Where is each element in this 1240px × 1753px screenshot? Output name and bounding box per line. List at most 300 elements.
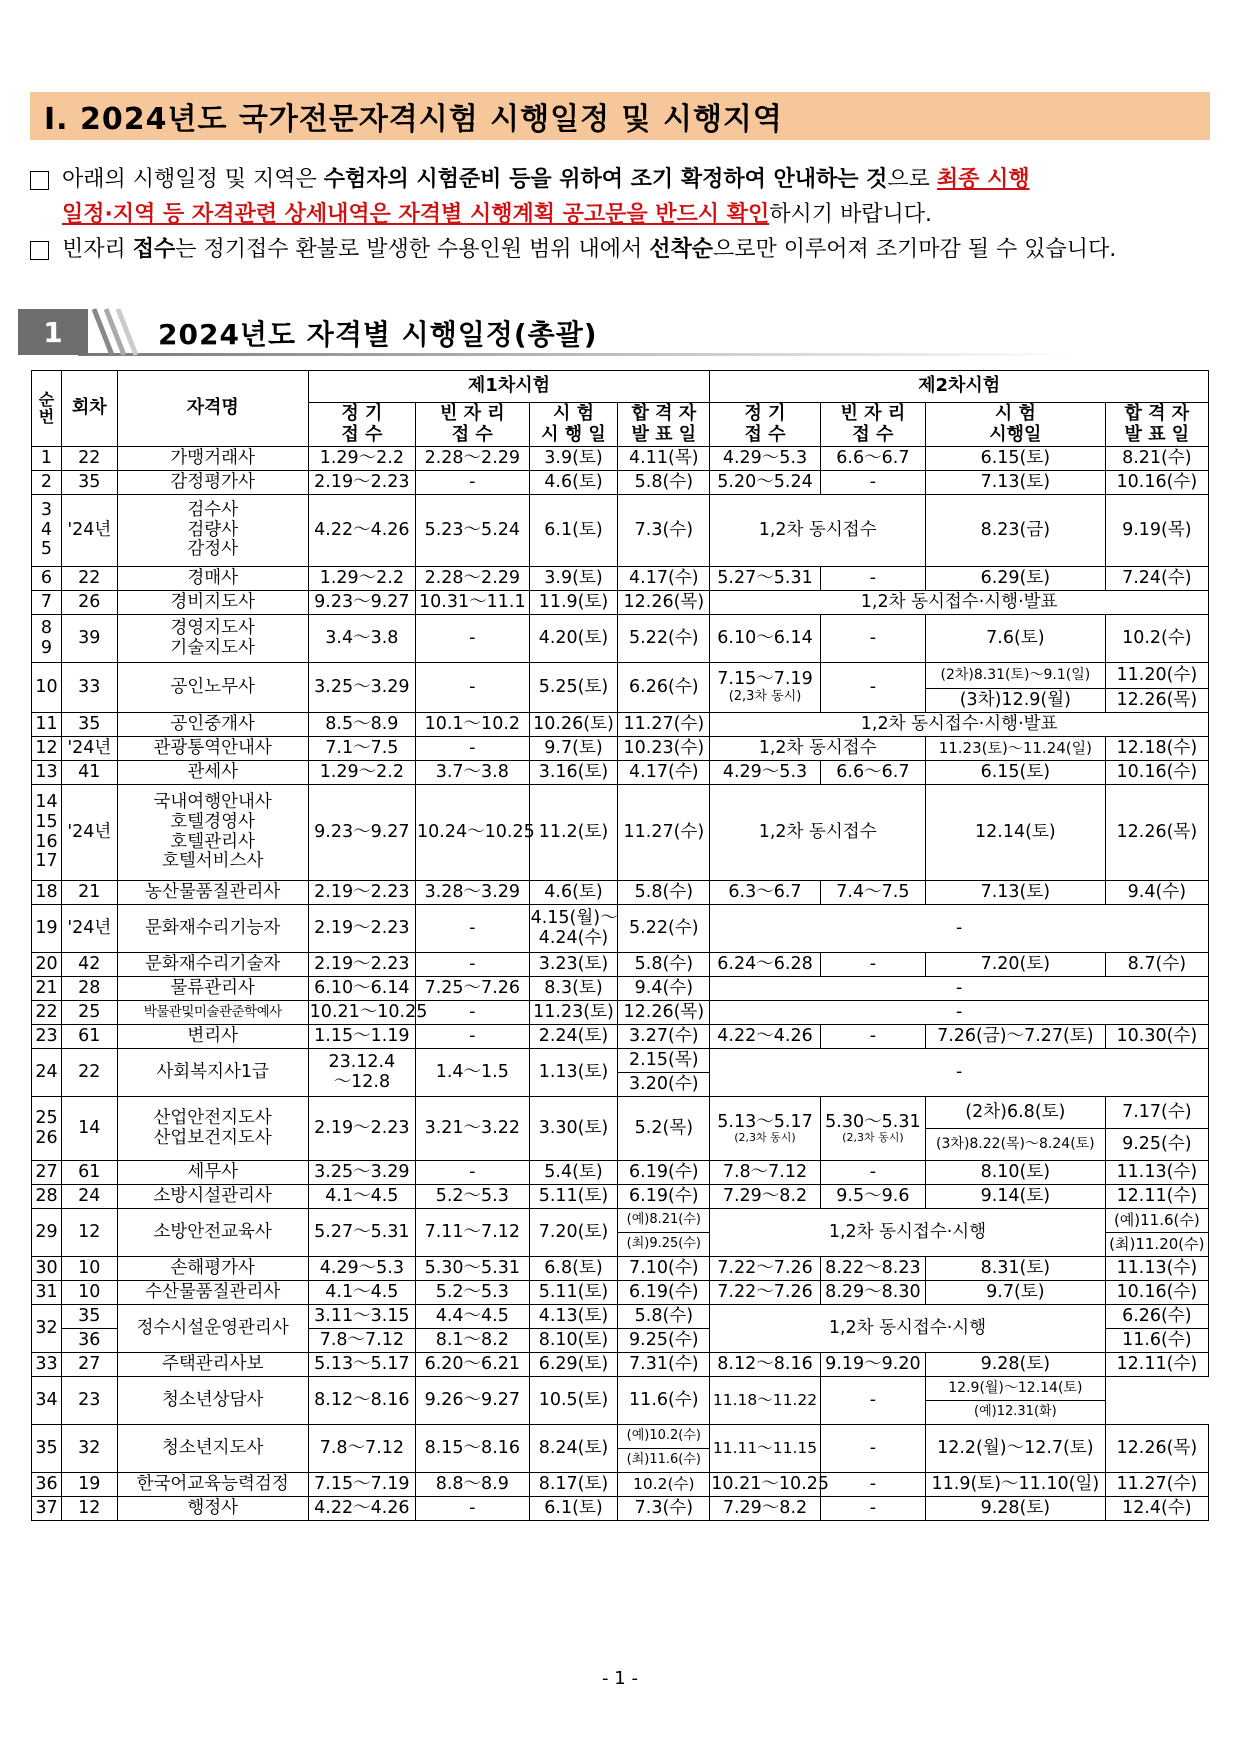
table-cell: 9.19～9.20 [820, 1353, 925, 1377]
table-cell: 6.26(수) [1105, 1305, 1208, 1329]
table-cell: 12.18(수) [1105, 737, 1208, 761]
table-cell: 22 [32, 1001, 62, 1025]
table-cell: 6.10～6.14 [710, 615, 820, 663]
header-regular-reg: 정 기 접 수 [308, 403, 415, 447]
table-cell: '24년 [61, 905, 117, 953]
table-cell: - [820, 1425, 925, 1473]
table-cell: 3.4～3.8 [308, 615, 415, 663]
table-cell: - [416, 1025, 530, 1049]
table-cell: 33 [32, 1353, 62, 1377]
table-cell: 8.29～8.30 [820, 1281, 925, 1305]
table-cell: 9.7(토) [926, 1281, 1106, 1305]
table-cell: 61 [61, 1025, 117, 1049]
table-cell: 5.8(수) [618, 471, 710, 495]
notice-item-2 [30, 232, 1220, 267]
table-cell: 3.16(토) [529, 761, 618, 785]
table-cell: 10 [32, 663, 62, 713]
table-cell: 8.3(토) [529, 977, 618, 1001]
table-cell: 32 [32, 1305, 62, 1353]
table-cell: 9.19(목) [1105, 495, 1208, 567]
table-cell: 34 [32, 1377, 62, 1425]
table-cell: - [820, 471, 925, 495]
table-cell: (2차)6.8(토) [926, 1097, 1106, 1129]
table-cell: 2 [32, 471, 62, 495]
table-cell: 12.26(목) [618, 591, 710, 615]
table-cell: 11.2(토) [529, 785, 618, 881]
table-cell: (2차)8.31(토)～9.1(일) [926, 663, 1106, 689]
table-cell: 8.31(토) [926, 1257, 1106, 1281]
qualification-name: 소방안전교육사 [117, 1209, 308, 1257]
table-cell: 4.13(토) [529, 1305, 618, 1329]
table-row [32, 495, 1209, 567]
qualification-name: 농산물품질관리사 [117, 881, 308, 905]
table-cell: 3.20(수) [618, 1073, 710, 1097]
table-cell: - [710, 1001, 1209, 1025]
table-cell: 8.21(수) [1105, 447, 1208, 471]
section-number: 1 [18, 309, 88, 355]
table-cell: 27 [32, 1161, 62, 1185]
table-cell: '24년 [61, 737, 117, 761]
header-second-exam: 제2차시험 [710, 371, 1209, 403]
table-cell: 4.6(토) [529, 881, 618, 905]
table-cell: 6.24～6.28 [710, 953, 820, 977]
table-cell: 5.20～5.24 [710, 471, 820, 495]
table-cell: 8.12～8.16 [308, 1377, 415, 1425]
table-cell: 7.1～7.5 [308, 737, 415, 761]
table-cell: 3.28～3.29 [416, 881, 530, 905]
checkbox-square-icon [30, 171, 49, 190]
qualification-name: 가맹거래사 [117, 447, 308, 471]
table-cell: 39 [61, 615, 117, 663]
table-cell: 27 [61, 1353, 117, 1377]
table-cell: 2.19～2.23 [308, 1097, 415, 1161]
table-cell: 5.2～5.3 [416, 1281, 530, 1305]
table-cell: 4.29～5.3 [308, 1257, 415, 1281]
schedule-table [31, 370, 1209, 1521]
table-row [32, 977, 1209, 1001]
table-cell: 9.14(토) [926, 1185, 1106, 1209]
table-cell: 9.23～9.27 [308, 785, 415, 881]
table-cell: 7.20(토) [926, 953, 1106, 977]
header-seq: 순번 [32, 371, 62, 447]
table-cell: - [710, 1049, 1209, 1097]
table-cell: 11.9(토) [529, 591, 618, 615]
notice-text: 으로만 이루어져 조기마감 될 수 있습니다. [713, 237, 1117, 262]
table-cell: 4.17(수) [618, 567, 710, 591]
checkbox-square-icon [30, 241, 49, 260]
table-cell: 9.26～9.27 [416, 1377, 530, 1425]
table-cell: 23 [61, 1377, 117, 1425]
table-cell: 5.8(수) [618, 1305, 710, 1329]
notice-bold: 수험자의 시험준비 등을 위하여 조기 확정하여 안내하는 것 [323, 167, 888, 192]
table-cell: - [416, 1497, 530, 1521]
table-cell: - [710, 905, 1209, 953]
table-cell: 7 [32, 591, 62, 615]
table-cell: 5.2(목) [618, 1097, 710, 1161]
notice-text: 하시기 바랍니다. [769, 202, 932, 227]
notice-bold: 접수 [132, 237, 176, 262]
table-cell: 7.29～8.2 [710, 1185, 820, 1209]
table-cell: 11.6(수) [1105, 1329, 1208, 1353]
table-cell: 10.2(수) [1105, 615, 1208, 663]
table-row [32, 1305, 1209, 1329]
table-cell: 1,2차 동시접수 [710, 495, 926, 567]
page-title-bar [30, 92, 1210, 140]
header-exam-date: 시 험 시 행 일 [529, 403, 618, 447]
notice-text: 빈자리 [62, 237, 133, 262]
table-row [32, 737, 1209, 761]
table-cell: 8.5～8.9 [308, 713, 415, 737]
table-cell: 23 [32, 1025, 62, 1049]
table-cell: 4.22～4.26 [710, 1025, 820, 1049]
table-cell: 5.11(토) [529, 1281, 618, 1305]
table-cell: 9.25(수) [618, 1329, 710, 1353]
table-cell: 4.22～4.26 [308, 495, 415, 567]
table-cell: 35 [61, 1305, 117, 1329]
table-cell: 7.22～7.26 [710, 1257, 820, 1281]
table-cell: 4.6(토) [529, 471, 618, 495]
table-cell: 4.17(수) [618, 761, 710, 785]
table-cell: 1.4～1.5 [416, 1049, 530, 1097]
notice-list [30, 162, 1220, 267]
table-cell: 1.29～2.2 [308, 761, 415, 785]
table-cell: 8.24(토) [529, 1425, 618, 1473]
table-cell: 12 [61, 1497, 117, 1521]
table-cell: 8 9 [32, 615, 62, 663]
table-row [32, 1425, 1209, 1449]
table-row [32, 1209, 1209, 1233]
qualification-name: 수산물품질관리사 [117, 1281, 308, 1305]
table-cell: 5.8(수) [618, 881, 710, 905]
table-cell: 13 [32, 761, 62, 785]
table-cell: 10.31～11.1 [416, 591, 530, 615]
notice-text: 는 정기접수 환불로 발생한 수용인원 범위 내에서 [175, 237, 650, 262]
table-cell: (예)12.31(화) [926, 1401, 1106, 1425]
table-cell: 3.25～3.29 [308, 663, 415, 713]
table-cell: (최)11.20(수) [1105, 1233, 1208, 1257]
header-round: 회차 [61, 371, 117, 447]
table-row [32, 1473, 1209, 1497]
header2-exam-date: 시 험 시행일 [926, 403, 1106, 447]
table-cell: 1,2차 동시접수·시행 [710, 1209, 1105, 1257]
table-cell: (예)11.6(수) [1105, 1209, 1208, 1233]
header-vacancy-reg: 빈 자 리 접 수 [416, 403, 530, 447]
table-cell: 1.15～1.19 [308, 1025, 415, 1049]
table-cell: (3차)8.22(목)～8.24(토) [926, 1129, 1106, 1161]
table-cell: 8.22～8.23 [820, 1257, 925, 1281]
table-cell: 6 [32, 567, 62, 591]
notice-emphasis: 최종 시행 [936, 167, 1030, 192]
table-cell: 8.17(토) [529, 1473, 618, 1497]
table-cell: 6.15(토) [926, 761, 1106, 785]
table-cell: 5.25(토) [529, 663, 618, 713]
table-cell: 25 26 [32, 1097, 62, 1161]
table-cell: 35 [32, 1425, 62, 1473]
table-cell: 12.26(목) [1105, 785, 1208, 881]
table-row [32, 1353, 1209, 1377]
table-row [32, 663, 1209, 689]
table-cell: 33 [61, 663, 117, 713]
table-cell: 22 [61, 567, 117, 591]
table-cell: 11.27(수) [618, 785, 710, 881]
table-cell: 7.3(수) [618, 1497, 710, 1521]
double-slash-icon [90, 309, 150, 355]
table-cell: 12.2(월)～12.7(토) [926, 1425, 1106, 1473]
table-cell: 6.8(토) [529, 1257, 618, 1281]
table-cell: 8.15～8.16 [416, 1425, 530, 1473]
table-cell: 물류관리사 [117, 977, 308, 1001]
notice-text: 으로 [887, 167, 937, 192]
table-cell: 11.27(수) [618, 713, 710, 737]
table-cell: - [416, 663, 530, 713]
table-cell: 7.3(수) [618, 495, 710, 567]
table-cell: 19 [32, 905, 62, 953]
table-cell: 5.2～5.3 [416, 1185, 530, 1209]
table-cell: 12.11(수) [1105, 1353, 1208, 1377]
table-cell: 6.6～6.7 [820, 447, 925, 471]
table-cell: 42 [61, 953, 117, 977]
table-cell: 3.30(토) [529, 1097, 618, 1161]
table-cell: 7.6(토) [926, 615, 1106, 663]
table-cell: 1.29～2.2 [308, 567, 415, 591]
page-title: Ⅰ. 2024년도 국가전문자격시험 시행일정 및 시행지역 [44, 102, 783, 137]
table-cell: 19 [61, 1473, 117, 1497]
table-cell: - [820, 1497, 925, 1521]
table-cell: 7.25～7.26 [416, 977, 530, 1001]
table-cell: 5.22(수) [618, 905, 710, 953]
table-cell: 18 [32, 881, 62, 905]
table-cell: 7.8～7.12 [710, 1161, 820, 1185]
table-cell: 12.26(목) [618, 1001, 710, 1025]
table-cell: 1 [32, 447, 62, 471]
qualification-name: 경매사 [117, 567, 308, 591]
table-cell: 국내여행안내사 호텔경영사 호텔관리사 호텔서비스사 [117, 785, 308, 881]
table-cell: 23.12.4 ～12.8 [308, 1049, 415, 1097]
table-cell: 5.30～5.31 [416, 1257, 530, 1281]
section-title: 2024년도 자격별 시행일정(총괄) [158, 318, 598, 351]
table-cell: 정수시설운영관리사 [117, 1305, 308, 1353]
table-cell: 10.2(수) [618, 1473, 710, 1497]
table-cell: 3 4 5 [32, 495, 62, 567]
table-cell: 25 [61, 1001, 117, 1025]
section-underline [78, 353, 1078, 356]
table-cell: 1,2차 동시접수·시행 [710, 1305, 1105, 1353]
table-cell: 20 [32, 953, 62, 977]
header2-vacancy-reg: 빈 자 리 접 수 [820, 403, 925, 447]
table-cell: 경비지도사 [117, 591, 308, 615]
qualification-name: 소방시설관리사 [117, 1185, 308, 1209]
table-cell: 4.20(토) [529, 615, 618, 663]
table-cell: 2.28～2.29 [416, 447, 530, 471]
table-cell: 5.22(수) [618, 615, 710, 663]
table-cell: 21 [32, 977, 62, 1001]
table-cell: 4.29～5.3 [710, 447, 820, 471]
table-cell: 32 [61, 1425, 117, 1473]
table-cell: 10.16(수) [1105, 1281, 1208, 1305]
table-cell: 8.12～8.16 [710, 1353, 820, 1377]
table-row [32, 1025, 1209, 1049]
table-cell: - [416, 615, 530, 663]
table-cell: 4.22～4.26 [308, 1497, 415, 1521]
table-cell: 사회복지사1급 [117, 1049, 308, 1097]
table-cell: 9.28(토) [926, 1497, 1106, 1521]
notice-bold: 선착순 [649, 237, 714, 262]
table-cell: 28 [61, 977, 117, 1001]
table-cell: 61 [61, 1161, 117, 1185]
table-cell: 1,2차 동시접수·시행·발표 [710, 713, 1209, 737]
table-cell: 1.13(토) [529, 1049, 618, 1097]
table-cell: 12.4(수) [1105, 1497, 1208, 1521]
table-cell: 10.21～10.25 [308, 1001, 415, 1025]
table-cell: 28 [32, 1185, 62, 1209]
table-cell: 41 [61, 761, 117, 785]
table-row [32, 953, 1209, 977]
table-cell: 7.13(토) [926, 471, 1106, 495]
qualification-name: 관세사 [117, 761, 308, 785]
page-number: - 1 - [602, 1668, 638, 1689]
table-cell: 산업안전지도사 산업보건지도사 [117, 1097, 308, 1161]
table-cell: 7.4～7.5 [820, 881, 925, 905]
table-cell: 22 [61, 447, 117, 471]
qualification-name: 문화재수리기술자 [117, 953, 308, 977]
table-cell: - [820, 567, 925, 591]
table-cell: 7.11～7.12 [416, 1209, 530, 1257]
table-cell: 6.19(수) [618, 1281, 710, 1305]
table-cell: 4.15(월)～ 4.24(수) [529, 905, 618, 953]
table-cell: 9.28(토) [926, 1353, 1106, 1377]
table-cell: 2.19～2.23 [308, 905, 415, 953]
table-cell: 7.13(토) [926, 881, 1106, 905]
table-cell: 31 [32, 1281, 62, 1305]
table-cell: (예)10.2(수) [618, 1425, 710, 1449]
table-cell: 5.11(토) [529, 1185, 618, 1209]
table-cell: 14 [61, 1097, 117, 1161]
table-cell: 9.23～9.27 [308, 591, 415, 615]
table-cell: 4.11(목) [618, 447, 710, 471]
table-cell: 6.6～6.7 [820, 761, 925, 785]
table-cell: 10.24～10.25 [416, 785, 530, 881]
table-cell: 8.1～8.2 [416, 1329, 530, 1353]
table-cell: 6.15(토) [926, 447, 1106, 471]
table-cell: - [820, 1473, 925, 1497]
table-cell: 36 [61, 1329, 117, 1353]
table-cell: 문화재수리기능자 [117, 905, 308, 953]
table-cell: 11.23(토) [529, 1001, 618, 1025]
table-row [32, 1001, 1209, 1025]
table-cell: 24 [61, 1185, 117, 1209]
table-cell: 6.19(수) [618, 1161, 710, 1185]
table-cell: 5.4(토) [529, 1161, 618, 1185]
table-cell: '24년 [61, 495, 117, 567]
table-cell: 7.15～7.19 [308, 1473, 415, 1497]
table-cell: 8.23(금) [926, 495, 1106, 567]
qualification-name: 행정사 [117, 1497, 308, 1521]
table-cell: 3.21～3.22 [416, 1097, 530, 1161]
table-cell: - [416, 471, 530, 495]
table-cell: 3.27(수) [618, 1025, 710, 1049]
table-cell: - [820, 953, 925, 977]
table-cell: 11.23(토)～11.24(일) [926, 737, 1106, 761]
table-cell: 1,2차 동시접수·시행·발표 [710, 591, 1209, 615]
table-cell: 10.16(수) [1105, 471, 1208, 495]
table-cell: 3.25～3.29 [308, 1161, 415, 1185]
table-row [32, 447, 1209, 471]
table-cell: 10.30(수) [1105, 1025, 1208, 1049]
table-cell: 12.9(월)～12.14(토) [926, 1377, 1106, 1401]
table-cell: 8.10(토) [529, 1329, 618, 1353]
table-cell: 21 [61, 881, 117, 905]
table-cell: 1,2차 동시접수 [710, 785, 926, 881]
table-cell: (3차)12.9(월) [926, 689, 1106, 713]
table-cell: 10.5(토) [529, 1377, 618, 1425]
header2-pass-date: 합 격 자 발 표 일 [1105, 403, 1208, 447]
table-cell: 2.24(토) [529, 1025, 618, 1049]
header-name: 자격명 [117, 371, 308, 447]
table-cell: 7.15～7.19 (2,3차 동시) [710, 663, 820, 713]
table-cell: 9.4(수) [618, 977, 710, 1001]
table-cell: - [820, 615, 925, 663]
table-cell: 9.7(토) [529, 737, 618, 761]
table-cell: '24년 [61, 785, 117, 881]
qualification-name: 세무사 [117, 1161, 308, 1185]
table-cell: 3.11～3.15 [308, 1305, 415, 1329]
table-cell: 7.17(수) [1105, 1097, 1208, 1129]
table-row [32, 1049, 1209, 1073]
table-cell: 11.20(수) [1105, 663, 1208, 689]
table-cell: 3.7～3.8 [416, 761, 530, 785]
table-cell: 9.25(수) [1105, 1129, 1208, 1161]
table-cell: - [416, 1001, 530, 1025]
table-row [32, 713, 1209, 737]
table-cell: - [820, 663, 925, 713]
table-cell: 12.26(목) [1105, 1425, 1208, 1473]
table-cell: 11 [32, 713, 62, 737]
table-cell: 4.29～5.3 [710, 761, 820, 785]
table-cell: - [820, 1025, 925, 1049]
table-cell: 공인중개사 [117, 713, 308, 737]
table-cell: 36 [32, 1473, 62, 1497]
table-cell: 3.9(토) [529, 447, 618, 471]
table-cell: 6.1(토) [529, 495, 618, 567]
table-cell: 10.21～10.25 [710, 1473, 820, 1497]
header-pass-date: 합 격 자 발 표 일 [618, 403, 710, 447]
table-row [32, 1161, 1209, 1185]
table-cell: 10.1～10.2 [416, 713, 530, 737]
table-cell: 7.31(수) [618, 1353, 710, 1377]
table-cell: 7.22～7.26 [710, 1281, 820, 1305]
table-cell: 1.29～2.2 [308, 447, 415, 471]
table-cell: 24 [32, 1049, 62, 1097]
table-cell: 26 [61, 591, 117, 615]
table-cell: 7.24(수) [1105, 567, 1208, 591]
table-row [32, 1281, 1209, 1305]
table-row [32, 761, 1209, 785]
table-cell: 2.28～2.29 [416, 567, 530, 591]
table-cell: 2.15(목) [618, 1049, 710, 1073]
table-cell: 11.13(수) [1105, 1257, 1208, 1281]
table-cell: 11.18～11.22 [710, 1377, 820, 1425]
table-cell: 6.20～6.21 [416, 1353, 530, 1377]
table-cell: 박물관및미술관준학예사 [117, 1001, 308, 1025]
table-cell: 7.26(금)～7.27(토) [926, 1025, 1106, 1049]
table-cell: 6.26(수) [618, 663, 710, 713]
table-cell: 7.8～7.12 [308, 1329, 415, 1353]
table-cell: 한국어교육능력검정 [117, 1473, 308, 1497]
table-cell: 5.27～5.31 [308, 1209, 415, 1257]
table-cell: 37 [32, 1497, 62, 1521]
notice-item-1 [30, 162, 1220, 232]
table-cell: 5.13～5.17 [308, 1353, 415, 1377]
